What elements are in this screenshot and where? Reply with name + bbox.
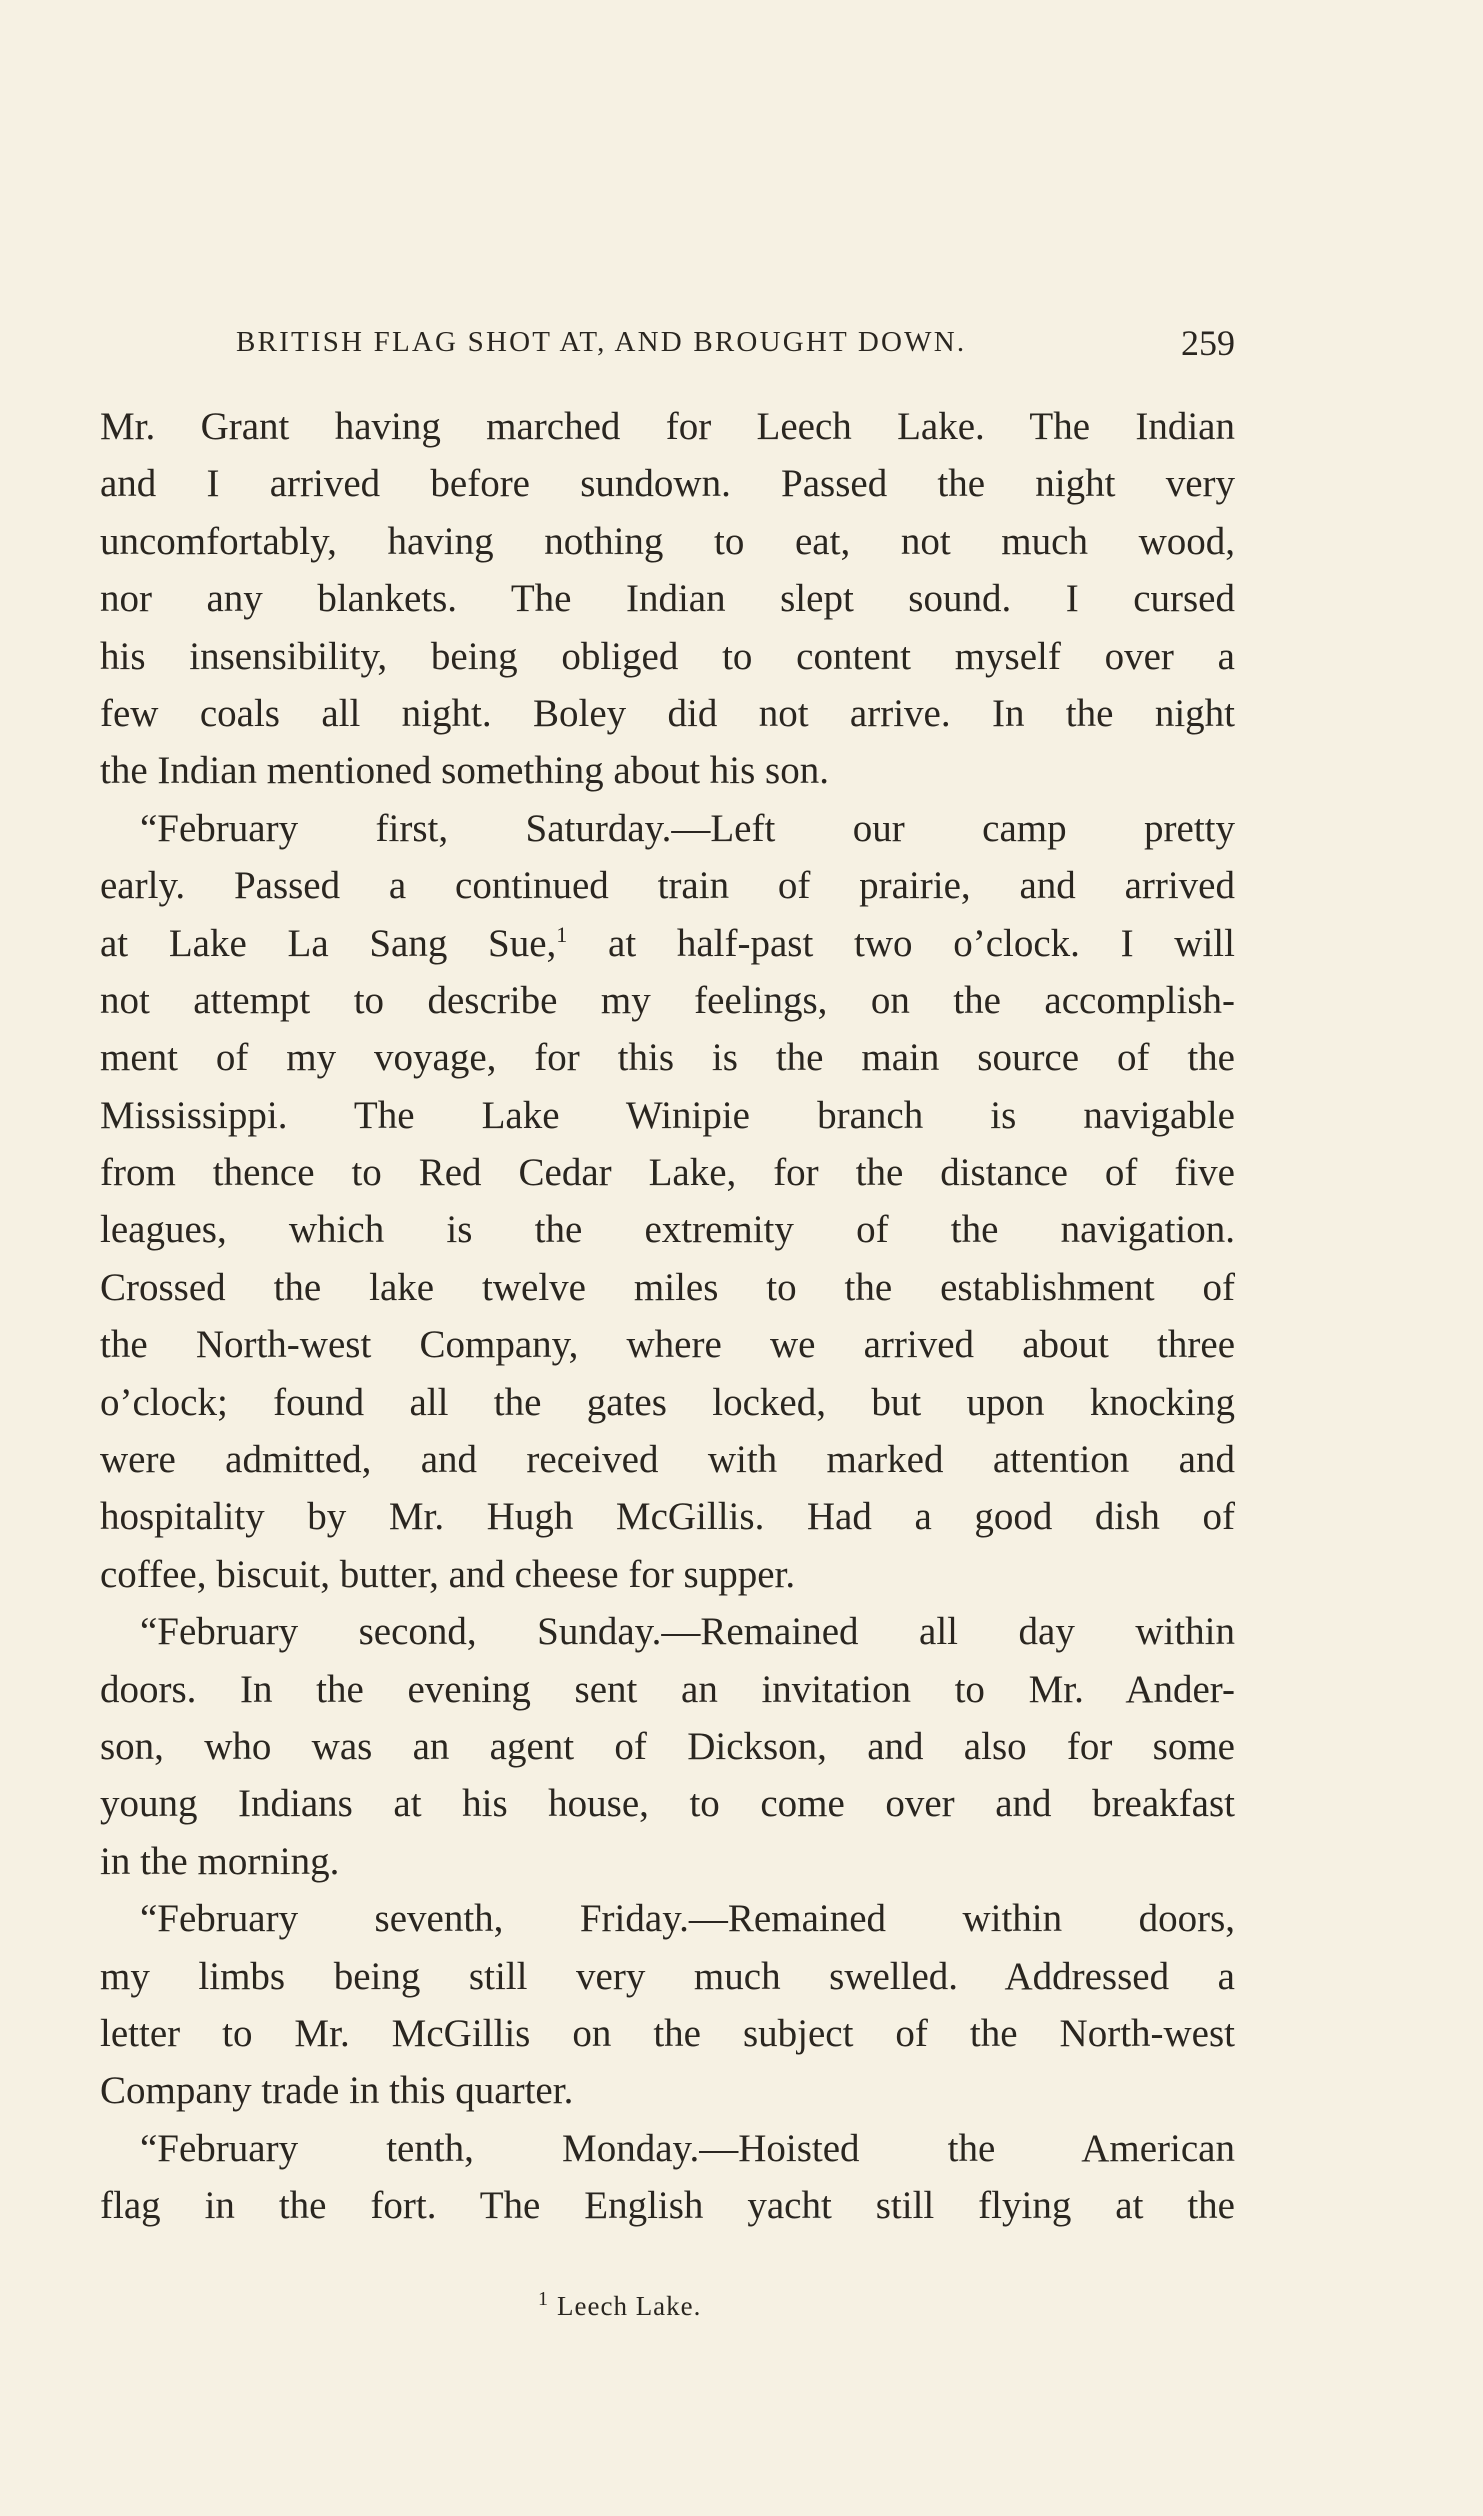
text-line: “February tenth, Monday.—Hoisted the American <box>140 2126 1235 2170</box>
footnote-number: 1 <box>538 2288 549 2310</box>
text-line: letter to Mr. McGillis on the subject of the North-west <box>100 2011 1235 2055</box>
text-line: ment of my voyage, for this is the main source of the <box>100 1036 1235 1080</box>
text-line: doors. In the evening sent an invitation to Mr. Ander- <box>100 1667 1235 1711</box>
text-line: nor any blankets. The Indian slept sound. I cursed <box>100 577 1235 621</box>
footnote-marker: 1 <box>556 921 568 947</box>
text-line-with-footnote <box>100 915 1235 972</box>
text-line: “February seventh, Friday.—Remained within doors, <box>140 1897 1235 1941</box>
text-line: hospitality by Mr. Hugh McGillis. Had a good dish of <box>100 1495 1235 1539</box>
text-line: son, who was an agent of Dickson, and also for some <box>100 1724 1235 1768</box>
text-line: the North-west Company, where we arrived about three <box>100 1323 1235 1367</box>
text-line: o’clock; found all the gates locked, but upon knocking <box>100 1380 1235 1424</box>
text-line: leagues, which is the extremity of the navigation. <box>100 1208 1235 1252</box>
text-line: from thence to Red Cedar Lake, for the distance of five <box>100 1151 1235 1195</box>
text-line: Mr. Grant having marched for Leech Lake. The Indian <box>100 405 1235 448</box>
text-line: few coals all night. Boley did not arrive. In the night <box>100 691 1235 735</box>
footnote <box>538 2288 701 2322</box>
text-line: my limbs being still very much swelled. Addressed a <box>100 1954 1235 1998</box>
text-line: coffee, biscuit, butter, and cheese for supper. <box>100 1552 796 1596</box>
text-line: his insensibility, being obliged to content myself over a <box>100 634 1235 678</box>
text-line: the Indian mentioned something about his son. <box>100 749 829 793</box>
text-line: in the morning. <box>100 1839 340 1883</box>
text-line: were admitted, and received with marked attention and <box>100 1438 1235 1482</box>
text-line: “February first, Saturday.—Left our camp pretty <box>140 806 1235 850</box>
running-head: BRITISH FLAG SHOT AT, AND BROUGHT DOWN. <box>236 326 967 358</box>
page-number: 259 <box>1181 323 1235 363</box>
text-line: flag in the fort. The English yacht still flying at the <box>100 2184 1235 2228</box>
text-line: Mississippi. The Lake Winipie branch is navigable <box>100 1093 1235 1137</box>
text-line: Crossed the lake twelve miles to the establishment of <box>100 1265 1235 1309</box>
text-segment: at Lake La Sang Sue, <box>100 921 557 965</box>
text-line: early. Passed a continued train of prairie, and arrived <box>100 864 1235 908</box>
text-line: not attempt to describe my feelings, on the accomplish- <box>100 978 1235 1022</box>
footnote-text: Leech Lake. <box>557 2291 702 2321</box>
text-line: “February second, Sunday.—Remained all day within <box>140 1610 1235 1654</box>
text-line: Company trade in this quarter. <box>100 2069 574 2113</box>
text-line: and I arrived before sundown. Passed the night very <box>100 462 1235 506</box>
text-segment: at half-past two o’clock. I will <box>567 921 1235 965</box>
body-text <box>100 398 1235 2235</box>
text-line: uncomfortably, having nothing to eat, not much wood, <box>100 519 1235 563</box>
text-line: young Indians at his house, to come over and breakfast <box>100 1782 1235 1826</box>
page-header <box>100 322 1235 366</box>
